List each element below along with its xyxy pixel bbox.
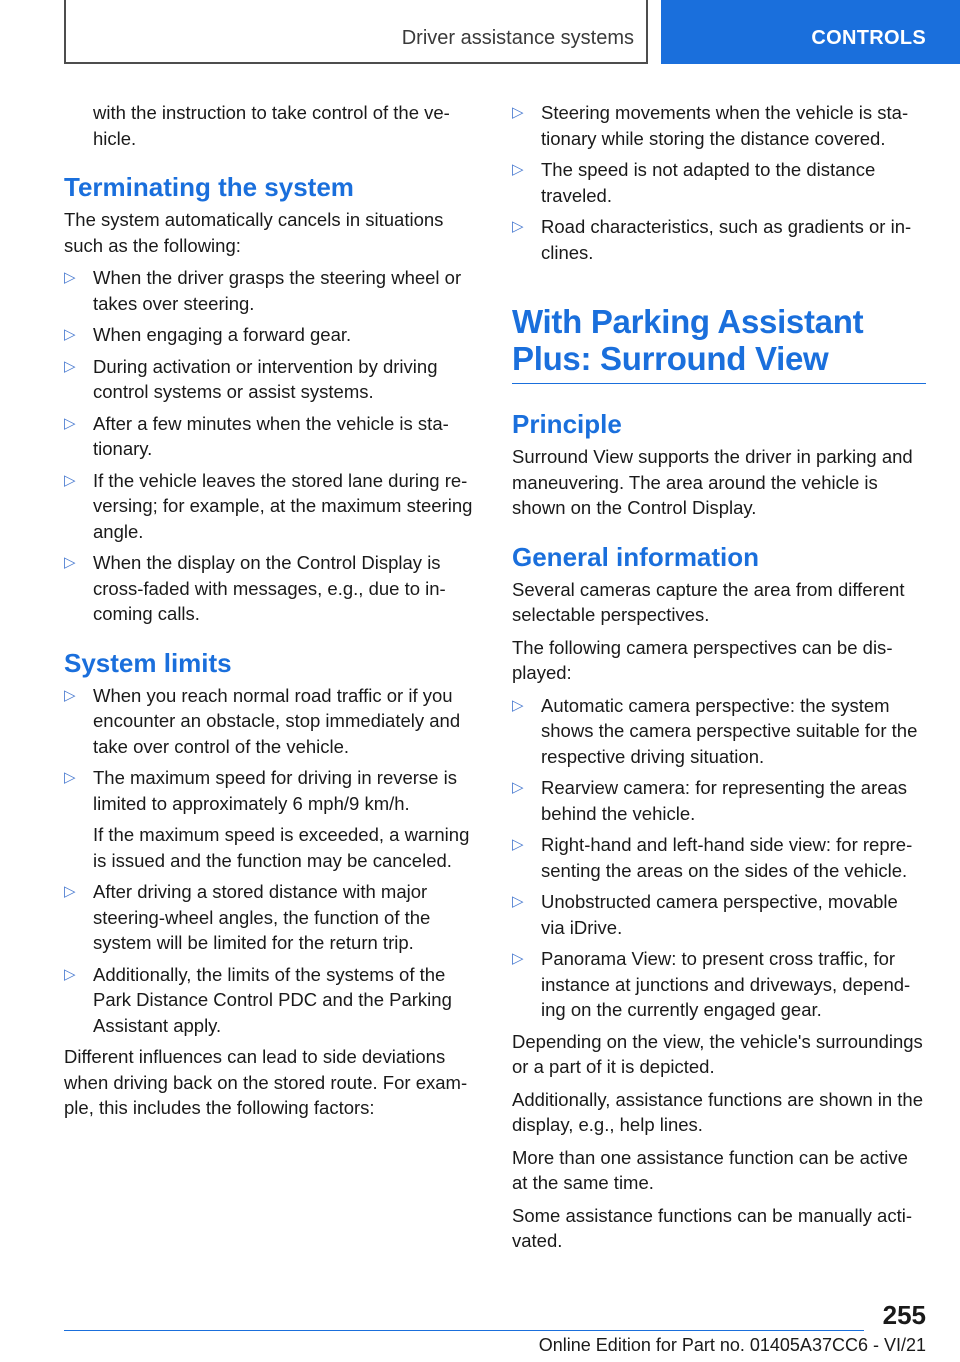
list-item: ▷ Automatic camera perspective: the system shows the camera perspective suitable for the respective driving situation.	[512, 694, 918, 767]
bullet-triangle-icon: ▷	[64, 883, 76, 900]
general-paragraph: More than one assistance function can be active at the same time.	[512, 1146, 908, 1193]
bullet-triangle-icon: ▷	[512, 161, 524, 178]
terminating-list	[64, 265, 478, 627]
limits-after-text: Different influences can lead to side deviations when driving back on the stored route. For example, this includes the following factors:	[64, 1046, 468, 1118]
bullet-triangle-icon: ▷	[512, 104, 524, 121]
list-item: ▷ The maximum speed for driving in reverse is limited to approximately 6 mph/9 km/h. If the maximum speed is exceeded, a warning is issued and the function may be canceled.	[64, 765, 478, 873]
list-item: ▷ Unobstructed camera perspective, movable via iDrive.	[512, 891, 898, 938]
list-item: ▷ When the driver grasps the steering wheel or takes over steering.	[64, 267, 462, 314]
header-section-box	[64, 0, 648, 64]
list-item: ▷ Steering movements when the vehicle is stationary while storing the distance covered.	[512, 102, 909, 149]
general-text-1: Several cameras capture the area from different selectable perspectives.	[512, 578, 905, 625]
list-item: ▷ Rearview camera: for representing the areas behind the vehicle.	[512, 777, 908, 824]
right-column	[512, 100, 926, 1261]
bullet-triangle-icon: ▷	[64, 357, 76, 375]
list-item: ▷ During activation or intervention by driving control systems or assist systems.	[64, 355, 438, 402]
bullet-triangle-icon: ▷	[512, 218, 524, 235]
heading-surround-view: With Parking Assistant Plus: Surround View	[512, 303, 864, 377]
heading-principle: Principle	[512, 409, 622, 439]
camera-perspectives-list	[512, 693, 926, 1023]
bullet-triangle-icon: ▷	[512, 836, 524, 853]
list-item: ▷ When engaging a forward gear.	[64, 322, 478, 348]
bullet-triangle-icon: ▷	[512, 893, 524, 910]
bullet-triangle-icon: ▷	[64, 965, 76, 983]
bullet-triangle-icon: ▷	[512, 779, 524, 796]
header-chapter-tab	[661, 0, 960, 64]
heading-system-limits: System limits	[64, 647, 232, 678]
bullet-triangle-icon: ▷	[512, 696, 524, 714]
bullet-triangle-icon: ▷	[64, 269, 76, 286]
bullet-triangle-icon: ▷	[64, 686, 76, 704]
header-chapter-title: CONTROLS	[811, 27, 926, 49]
bullet-triangle-icon: ▷	[512, 950, 524, 967]
list-item: ▷ After driving a stored distance with major steering-wheel angles, the function of the system will be limited for the return trip.	[64, 881, 431, 953]
list-item: ▷ After a few minutes when the vehicle is stationary.	[64, 412, 449, 459]
general-paragraph: Depending on the view, the vehicle's surroundings or a part of it is depicted.	[512, 1030, 923, 1077]
heading-rule	[512, 383, 926, 384]
general-paragraph: Additionally, assistance functions are shown in the display, e.g., help lines.	[512, 1088, 924, 1135]
principle-text: Surround View supports the driver in parking and maneuvering. The area around the vehicle is shown on the Control Display.	[512, 446, 913, 518]
list-item: ▷ If the vehicle leaves the stored lane during reversing; for example, at the maximum steering angle.	[64, 469, 473, 542]
left-column	[64, 100, 478, 1128]
list-item: ▷ Panorama View: to present cross traffic, for instance at junctions and driveways, depending on the currently engaged gear.	[512, 948, 911, 1020]
header-section-title: Driver assistance systems	[401, 27, 634, 49]
general-text-2: The following camera perspectives can be displayed:	[512, 636, 893, 683]
list-item: ▷ Road characteristics, such as gradients or inclines.	[512, 216, 912, 263]
list-item: ▷ When the display on the Control Display is cross-faded with messages, e.g., due to incoming calls.	[64, 552, 446, 624]
terminating-intro: The system automatically cancels in situations such as the following:	[64, 209, 444, 256]
bullet-triangle-icon: ▷	[64, 471, 76, 489]
bullet-triangle-icon: ▷	[64, 326, 76, 343]
heading-general-information: General information	[512, 541, 760, 572]
general-paragraph: Some assistance functions can be manually activated.	[512, 1204, 913, 1251]
list-item: ▷ The speed is not adapted to the distance traveled.	[512, 159, 876, 206]
bullet-triangle-icon: ▷	[64, 769, 76, 786]
list-item: ▷ Additionally, the limits of the systems of the Park Distance Control PDC and the Parking Assistant apply.	[64, 963, 452, 1036]
factors-list	[512, 100, 926, 265]
limits-sub-note: If the maximum speed is exceeded, a warning is issued and the function may be canceled.	[93, 824, 470, 871]
heading-terminating: Terminating the system	[64, 172, 354, 202]
bullet-triangle-icon: ▷	[64, 414, 76, 432]
list-item: ▷ Right-hand and left-hand side view: for representing the areas on the sides of the vehicle.	[512, 834, 913, 881]
footer-rule	[64, 1330, 864, 1331]
continued-text: with the instruction to take control of the vehicle.	[93, 102, 450, 149]
limits-list	[64, 683, 478, 1039]
page-number: 255	[882, 1300, 926, 1330]
footer-edition: Online Edition for Part no. 01405A37CC6 - VI/21	[538, 1335, 926, 1355]
list-item: ▷ When you reach normal road traffic or if you encounter an obstacle, stop immediately and take over control of the vehicle.	[64, 684, 461, 757]
bullet-triangle-icon: ▷	[64, 554, 76, 571]
